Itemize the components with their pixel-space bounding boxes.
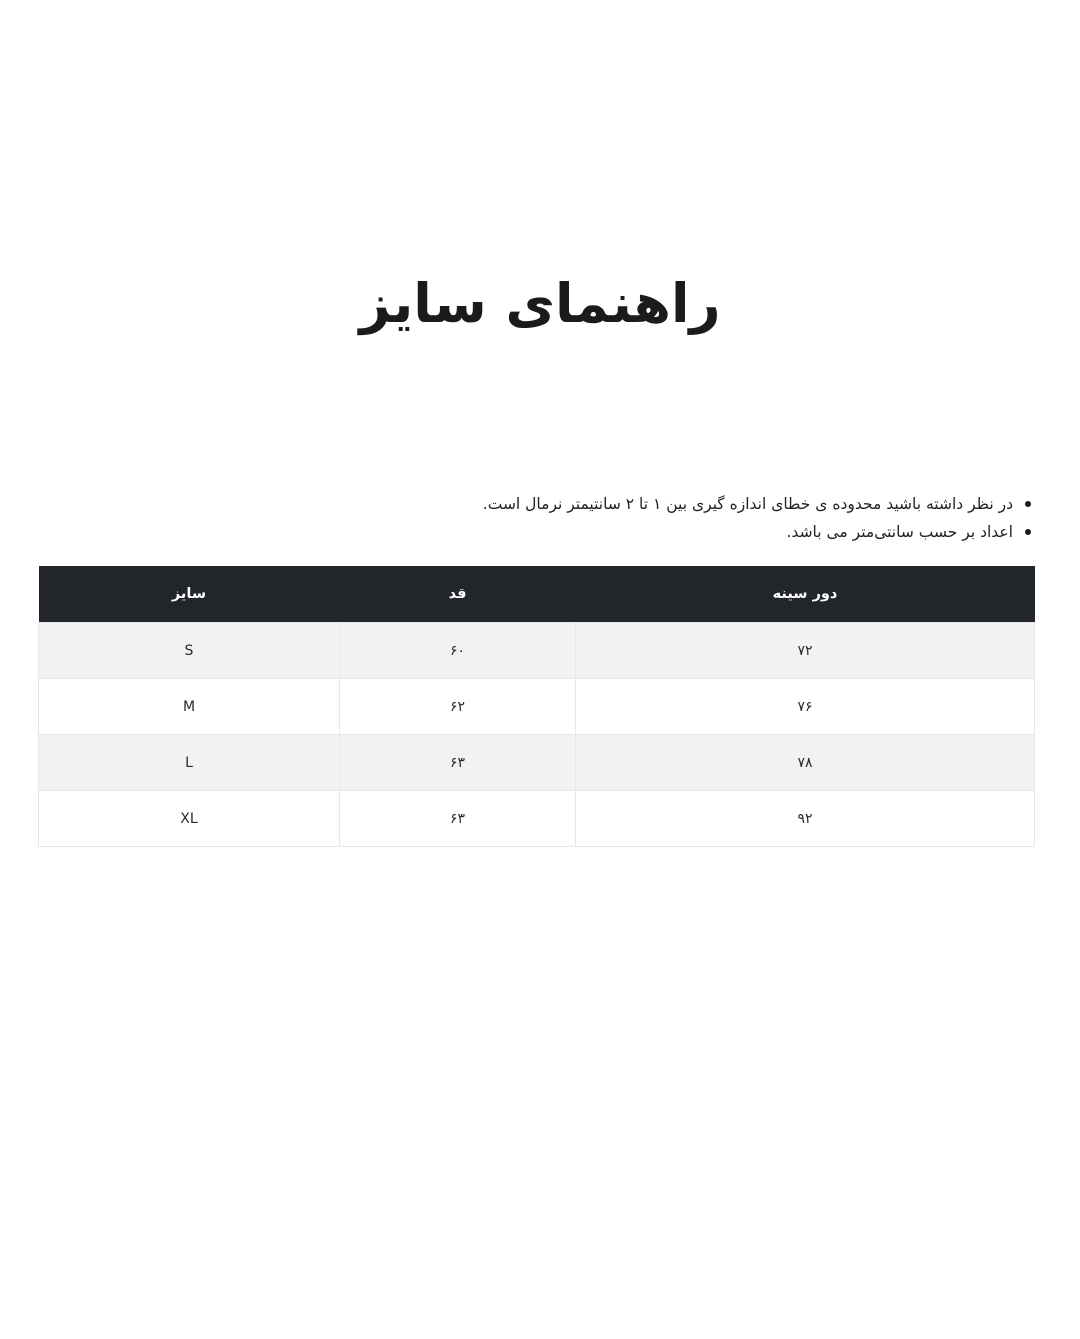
cell-size: XL (39, 791, 340, 847)
table-row (39, 623, 1035, 679)
table-header-row (39, 566, 1035, 623)
cell-chest: ۷۶ (576, 679, 1035, 735)
note-item: در نظر داشته باشید محدوده ی خطای اندازه گیری بین ۱ تا ۲ سانتیمتر نرمال است. (45, 492, 1035, 516)
column-header-length: قد (340, 566, 576, 623)
size-table-body (39, 623, 1035, 847)
cell-length: ۶۰ (340, 623, 576, 679)
page-title: راهنمای سایز (359, 272, 721, 336)
column-header-chest: دور سینه (576, 566, 1035, 623)
table-row (39, 679, 1035, 735)
cell-size: M (39, 679, 340, 735)
table-row (39, 735, 1035, 791)
cell-chest: ۹۲ (576, 791, 1035, 847)
cell-size: S (39, 623, 340, 679)
cell-chest: ۷۸ (576, 735, 1035, 791)
size-table-head (39, 566, 1035, 623)
table-row (39, 791, 1035, 847)
cell-size: L (39, 735, 340, 791)
cell-length: ۶۲ (340, 679, 576, 735)
notes-list (45, 492, 1035, 548)
cell-chest: ۷۲ (576, 623, 1035, 679)
size-table (38, 566, 1035, 847)
note-item: اعداد بر حسب سانتی‌متر می باشد. (45, 520, 1035, 544)
size-table-container (39, 566, 1035, 847)
cell-length: ۶۳ (340, 791, 576, 847)
cell-length: ۶۳ (340, 735, 576, 791)
column-header-size: سایز (39, 566, 340, 623)
